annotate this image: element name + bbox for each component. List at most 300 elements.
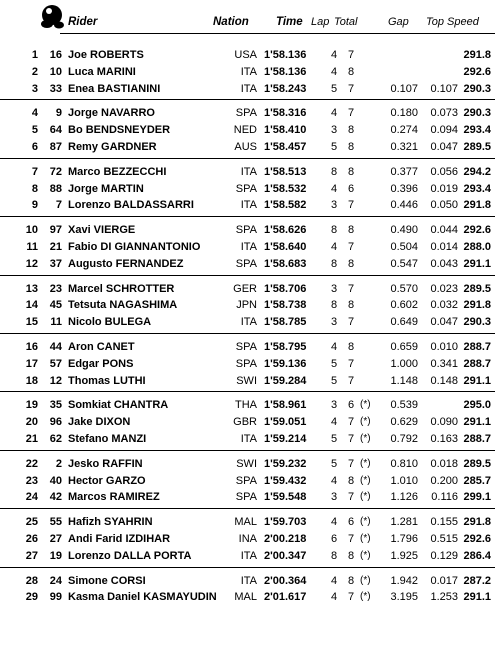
cell-pos: 27 — [25, 549, 38, 562]
cell-num: 62 — [49, 433, 62, 445]
cell-lap: 4 — [330, 241, 338, 253]
cell-nat: MAL — [234, 516, 257, 529]
cell-pos: 21 — [25, 433, 38, 445]
group-divider — [0, 216, 495, 217]
cell-star: (*) — [360, 574, 371, 586]
cell-speed: 299.1 — [463, 491, 491, 504]
cell-gap1: 0.649 — [390, 316, 418, 329]
cell-lap: 4 — [330, 65, 338, 78]
cell-nat: NED — [233, 124, 257, 137]
cell-num: 10 — [49, 65, 62, 78]
cell-lap: 4 — [330, 416, 338, 429]
cell-time: 1'58.785 — [264, 316, 307, 329]
header-gap: Gap — [388, 16, 409, 28]
header-total: Total — [334, 16, 358, 28]
cell-lap: 3 — [330, 199, 338, 212]
cell-gap2: 0.056 — [430, 165, 458, 178]
cell-rider: Somkiat CHANTRA — [68, 399, 169, 412]
cell-lap: 5 — [330, 141, 338, 153]
table-row — [0, 240, 495, 255]
cell-num: 7 — [55, 199, 62, 212]
group-divider — [0, 333, 495, 334]
table-row — [0, 65, 495, 80]
cell-speed: 295.0 — [463, 399, 491, 412]
cell-gap1: 1.126 — [390, 491, 418, 504]
cell-time: 1'58.457 — [264, 141, 307, 153]
cell-nat: SPA — [235, 224, 257, 237]
cell-gap1: 0.504 — [390, 241, 418, 253]
cell-total: 8 — [347, 65, 355, 78]
cell-lap: 4 — [330, 49, 338, 61]
table-row — [0, 165, 495, 180]
cell-total: 7 — [347, 457, 355, 470]
cell-pos: 9 — [31, 199, 38, 212]
cell-num: 37 — [49, 257, 62, 270]
cell-rider: Lorenzo DALLA PORTA — [68, 549, 192, 562]
cell-lap: 5 — [330, 457, 338, 470]
table-row — [0, 515, 495, 530]
cell-lap: 8 — [330, 224, 338, 237]
cell-speed: 290.3 — [463, 82, 491, 95]
cell-time: 1'58.795 — [264, 341, 307, 353]
cell-gap1: 0.180 — [390, 107, 418, 120]
cell-pos: 7 — [31, 165, 38, 178]
cell-rider: Jorge MARTIN — [68, 182, 144, 195]
cell-pos: 12 — [25, 257, 38, 270]
table-row — [0, 474, 495, 489]
cell-gap1: 1.281 — [390, 516, 418, 529]
table-row — [0, 315, 495, 330]
cell-lap: 3 — [330, 124, 338, 137]
cell-lap: 3 — [330, 316, 338, 329]
cell-star: (*) — [360, 416, 371, 428]
cell-rider: Jesko RAFFIN — [68, 457, 143, 470]
cell-pos: 25 — [25, 516, 38, 529]
cell-gap1: 1.925 — [390, 549, 418, 562]
cell-total: 8 — [347, 299, 355, 312]
cell-lap: 5 — [330, 433, 338, 445]
cell-pos: 29 — [25, 591, 38, 604]
cell-time: 2'00.218 — [264, 533, 307, 545]
group-divider — [0, 99, 495, 100]
cell-rider: Nicolo BULEGA — [68, 316, 152, 329]
cell-nat: GER — [233, 282, 257, 295]
cell-time: 1'58.683 — [264, 257, 307, 270]
cell-total: 8 — [347, 474, 355, 487]
cell-speed: 287.2 — [463, 574, 491, 587]
cell-nat: ITA — [240, 165, 257, 178]
cell-lap: 4 — [330, 341, 338, 353]
cell-gap2: 0.090 — [430, 416, 458, 429]
cell-total: 6 — [347, 182, 355, 195]
cell-speed: 292.6 — [463, 533, 491, 545]
cell-nat: ITA — [240, 433, 257, 445]
cell-nat: GBR — [233, 416, 257, 429]
cell-nat: THA — [235, 399, 257, 412]
cell-speed: 289.5 — [463, 457, 491, 470]
cell-gap2: 0.047 — [430, 316, 458, 329]
cell-star: (*) — [360, 433, 371, 444]
cell-total: 7 — [347, 241, 355, 253]
cell-gap1: 0.659 — [390, 341, 418, 353]
cell-gap1: 0.490 — [390, 224, 418, 237]
table-row — [0, 298, 495, 313]
cell-speed: 290.3 — [463, 316, 491, 329]
cell-gap2: 0.148 — [430, 374, 458, 387]
cell-speed: 291.8 — [463, 299, 491, 312]
cell-gap2: 0.094 — [430, 124, 458, 137]
table-row — [0, 223, 495, 238]
group-divider — [0, 391, 495, 392]
cell-gap2: 0.073 — [430, 107, 458, 120]
cell-gap2: 0.515 — [430, 533, 458, 545]
cell-time: 2'01.617 — [264, 591, 307, 604]
cell-num: 57 — [49, 357, 62, 370]
table-row — [0, 374, 495, 389]
cell-nat: SPA — [235, 182, 257, 195]
cell-star: (*) — [360, 516, 371, 528]
cell-total: 8 — [347, 141, 355, 153]
table-row — [0, 282, 495, 297]
cell-time: 1'58.410 — [264, 124, 307, 137]
table-row — [0, 357, 495, 372]
table-row — [0, 106, 495, 121]
cell-gap2: 0.043 — [430, 257, 458, 270]
cell-total: 7 — [347, 357, 355, 370]
cell-pos: 14 — [25, 299, 38, 312]
cell-num: 19 — [49, 549, 62, 562]
cell-rider: Andi Farid IZDIHAR — [68, 533, 171, 545]
header-nation: Nation — [213, 16, 249, 28]
cell-time: 1'58.626 — [264, 224, 307, 237]
cell-gap2: 0.014 — [430, 241, 458, 253]
cell-speed: 292.6 — [463, 224, 491, 237]
cell-speed: 291.1 — [463, 591, 491, 604]
cell-time: 1'58.243 — [264, 82, 307, 95]
cell-total: 8 — [347, 549, 355, 562]
cell-total: 7 — [347, 82, 355, 95]
cell-time: 2'00.364 — [264, 574, 307, 587]
cell-pos: 5 — [31, 124, 38, 137]
cell-lap: 4 — [330, 107, 338, 120]
header-rider: Rider — [68, 16, 98, 28]
cell-time: 1'58.582 — [264, 199, 307, 212]
table-row — [0, 48, 495, 63]
cell-num: 12 — [49, 374, 62, 387]
cell-speed: 291.1 — [463, 416, 491, 429]
cell-num: 11 — [50, 316, 62, 329]
cell-speed: 288.7 — [463, 357, 491, 370]
cell-pos: 13 — [25, 282, 38, 295]
cell-num: 40 — [49, 474, 62, 487]
cell-gap1: 0.321 — [390, 141, 418, 153]
cell-speed: 291.8 — [463, 199, 491, 212]
cell-rider: Kasma Daniel KASMAYUDIN — [68, 591, 217, 604]
cell-time: 1'59.432 — [264, 474, 307, 487]
cell-num: 35 — [49, 399, 62, 412]
cell-gap1: 1.942 — [390, 574, 418, 587]
cell-pos: 2 — [31, 65, 38, 78]
cell-time: 1'58.738 — [264, 299, 307, 312]
cell-speed: 288.7 — [463, 433, 491, 445]
table-row — [0, 490, 495, 505]
cell-lap: 4 — [330, 182, 338, 195]
cell-pos: 3 — [31, 82, 38, 95]
cell-nat: SPA — [235, 491, 257, 504]
cell-num: 33 — [49, 82, 62, 95]
cell-time: 1'59.051 — [264, 416, 307, 429]
cell-gap2: 0.018 — [430, 457, 458, 470]
cell-nat: ITA — [240, 82, 257, 95]
cell-speed: 290.3 — [463, 107, 491, 120]
cell-lap: 3 — [330, 491, 338, 504]
cell-speed: 291.8 — [463, 49, 491, 61]
cell-num: 27 — [49, 533, 62, 545]
cell-gap2: 0.044 — [430, 224, 458, 237]
table-row — [0, 590, 495, 605]
cell-lap: 3 — [330, 282, 338, 295]
cell-time: 1'58.136 — [264, 65, 307, 78]
cell-gap2: 0.155 — [430, 516, 458, 529]
table-row — [0, 574, 495, 589]
cell-num: 16 — [49, 49, 62, 61]
cell-time: 1'59.284 — [264, 374, 307, 387]
cell-rider: Hafizh SYAHRIN — [68, 516, 153, 529]
cell-time: 1'58.640 — [264, 241, 307, 253]
cell-star: (*) — [360, 399, 371, 411]
cell-lap: 8 — [330, 549, 338, 562]
cell-nat: ITA — [240, 199, 257, 212]
cell-rider: Joe ROBERTS — [68, 49, 144, 61]
cell-total: 7 — [347, 533, 355, 545]
cell-pos: 18 — [25, 374, 38, 387]
cell-total: 8 — [347, 257, 355, 270]
cell-num: 21 — [49, 241, 62, 253]
cell-time: 1'58.706 — [264, 282, 307, 295]
cell-total: 8 — [347, 165, 355, 178]
cell-num: 42 — [49, 491, 62, 504]
cell-gap1: 0.810 — [390, 457, 418, 470]
cell-rider: Aron CANET — [68, 341, 135, 353]
cell-pos: 10 — [25, 224, 38, 237]
cell-time: 1'58.961 — [264, 399, 307, 412]
cell-total: 7 — [347, 416, 355, 429]
cell-speed: 288.7 — [463, 341, 491, 353]
cell-pos: 4 — [31, 107, 38, 120]
table-row — [0, 398, 495, 413]
cell-total: 8 — [347, 341, 355, 353]
cell-rider: Simone CORSI — [68, 574, 146, 587]
cell-nat: INA — [238, 533, 257, 545]
cell-gap2: 0.032 — [430, 299, 458, 312]
cell-gap1: 0.446 — [390, 199, 418, 212]
cell-gap1: 0.629 — [390, 416, 418, 429]
cell-time: 1'59.703 — [264, 516, 307, 529]
cell-total: 8 — [347, 124, 355, 137]
cell-pos: 22 — [25, 457, 38, 470]
cell-star: (*) — [360, 457, 371, 469]
cell-gap1: 1.796 — [390, 533, 418, 545]
cell-nat: ITA — [240, 574, 257, 587]
group-divider — [0, 567, 495, 568]
cell-gap2: 0.107 — [430, 82, 458, 95]
cell-star: (*) — [360, 474, 371, 486]
cell-lap: 5 — [330, 357, 338, 370]
cell-gap2: 0.047 — [430, 141, 458, 153]
table-row — [0, 415, 495, 430]
group-divider — [0, 275, 495, 276]
cell-pos: 19 — [25, 399, 38, 412]
cell-nat: SWI — [236, 374, 257, 387]
cell-gap2: 0.023 — [430, 282, 458, 295]
table-header — [0, 0, 495, 36]
cell-star: (*) — [360, 491, 371, 503]
cell-total: 7 — [347, 199, 355, 212]
cell-gap2: 0.116 — [431, 491, 458, 504]
cell-rider: Augusto FERNANDEZ — [68, 257, 184, 270]
cell-star: (*) — [360, 549, 371, 561]
cell-pos: 20 — [25, 416, 38, 429]
cell-total: 7 — [347, 282, 355, 295]
cell-time: 1'58.316 — [264, 107, 307, 120]
cell-num: 44 — [49, 341, 62, 353]
cell-gap2: 0.200 — [430, 474, 458, 487]
cell-gap1: 0.107 — [390, 82, 418, 95]
cell-gap1: 0.539 — [390, 399, 418, 412]
cell-gap2: 0.129 — [430, 549, 458, 562]
cell-speed: 285.7 — [463, 474, 491, 487]
cell-rider: Marcos RAMIREZ — [68, 491, 160, 504]
cell-num: 87 — [49, 141, 62, 153]
cell-nat: ITA — [240, 65, 257, 78]
cell-num: 9 — [55, 107, 62, 120]
cell-gap1: 0.377 — [390, 165, 418, 178]
cell-num: 64 — [49, 124, 62, 137]
group-divider — [0, 158, 495, 159]
cell-num: 45 — [49, 299, 62, 312]
cell-gap2: 0.050 — [430, 199, 458, 212]
cell-num: 96 — [49, 416, 62, 429]
cell-rider: Stefano MANZI — [68, 433, 147, 445]
cell-speed: 291.1 — [463, 257, 491, 270]
cell-lap: 4 — [330, 591, 338, 604]
cell-total: 8 — [347, 224, 355, 237]
cell-rider: Marcel SCHROTTER — [68, 282, 175, 295]
cell-rider: Remy GARDNER — [68, 141, 157, 153]
cell-rider: Fabio DI GIANNANTONIO — [68, 241, 201, 253]
cell-pos: 16 — [25, 341, 38, 353]
cell-speed: 294.2 — [463, 165, 491, 178]
cell-lap: 4 — [330, 574, 338, 587]
cell-num: 23 — [49, 282, 62, 295]
cell-nat: USA — [234, 49, 257, 61]
cell-speed: 291.8 — [463, 516, 491, 529]
table-row — [0, 432, 495, 447]
table-row — [0, 340, 495, 355]
cell-rider: Hector GARZO — [68, 474, 146, 487]
table-row — [0, 182, 495, 197]
cell-num: 55 — [49, 516, 62, 529]
table-row — [0, 82, 495, 97]
table-row — [0, 140, 495, 155]
cell-gap2: 0.017 — [430, 574, 458, 587]
cell-pos: 8 — [31, 182, 38, 195]
cell-total: 7 — [347, 591, 355, 604]
cell-gap2: 0.019 — [430, 182, 458, 195]
cell-rider: Marco BEZZECCHI — [68, 165, 167, 178]
cell-num: 99 — [49, 591, 62, 604]
cell-rider: Tetsuta NAGASHIMA — [68, 299, 178, 312]
cell-gap1: 0.570 — [390, 282, 418, 295]
cell-rider: Bo BENDSNEYDER — [68, 124, 171, 137]
cell-nat: ITA — [240, 316, 257, 329]
cell-nat: SPA — [235, 341, 257, 353]
header-top-speed: Top Speed — [426, 16, 479, 28]
cell-star: (*) — [360, 533, 371, 544]
cell-pos: 1 — [31, 49, 38, 61]
cell-time: 1'59.232 — [264, 457, 307, 470]
cell-rider: Xavi VIERGE — [68, 224, 136, 237]
cell-speed: 293.4 — [463, 124, 491, 137]
table-row — [0, 123, 495, 138]
group-divider — [0, 508, 495, 509]
cell-time: 1'58.513 — [264, 165, 307, 178]
cell-nat: SPA — [235, 257, 257, 270]
cell-lap: 4 — [330, 474, 338, 487]
cell-gap1: 1.010 — [390, 474, 418, 487]
cell-nat: SWI — [236, 457, 257, 470]
cell-time: 1'59.136 — [264, 357, 307, 370]
cell-nat: MAL — [234, 591, 257, 604]
cell-nat: ITA — [240, 241, 257, 253]
cell-pos: 24 — [25, 491, 38, 504]
cell-time: 2'00.347 — [264, 549, 307, 562]
cell-rider: Luca MARINI — [68, 65, 136, 78]
header-time: Time — [276, 16, 303, 28]
cell-speed: 289.5 — [463, 141, 491, 153]
group-divider — [0, 450, 495, 451]
cell-rider: Jake DIXON — [68, 416, 131, 429]
cell-total: 7 — [347, 49, 355, 61]
cell-total: 6 — [347, 516, 355, 529]
cell-gap1: 0.792 — [390, 433, 418, 445]
cell-rider: Thomas LUTHI — [68, 374, 146, 387]
cell-lap: 5 — [330, 374, 338, 387]
cell-star: (*) — [360, 591, 371, 603]
cell-gap1: 0.396 — [390, 182, 418, 195]
cell-total: 7 — [347, 316, 355, 329]
cell-gap2: 0.010 — [430, 341, 458, 353]
cell-time: 1'59.548 — [264, 491, 307, 504]
cell-total: 8 — [347, 574, 355, 587]
cell-lap: 8 — [330, 299, 338, 312]
cell-pos: 15 — [25, 316, 38, 329]
cell-lap: 6 — [330, 533, 338, 545]
cell-total: 7 — [347, 107, 355, 120]
cell-speed: 289.5 — [463, 282, 491, 295]
cell-pos: 28 — [25, 574, 38, 587]
cell-time: 1'58.532 — [264, 182, 307, 195]
cell-nat: SPA — [235, 474, 257, 487]
cell-num: 97 — [49, 224, 62, 237]
cell-speed: 286.4 — [463, 549, 491, 562]
cell-lap: 8 — [330, 257, 338, 270]
cell-pos: 6 — [31, 141, 38, 153]
cell-lap: 4 — [330, 516, 338, 529]
cell-gap1: 1.148 — [390, 374, 418, 387]
cell-pos: 26 — [25, 533, 38, 545]
cell-rider: Jorge NAVARRO — [68, 107, 155, 120]
